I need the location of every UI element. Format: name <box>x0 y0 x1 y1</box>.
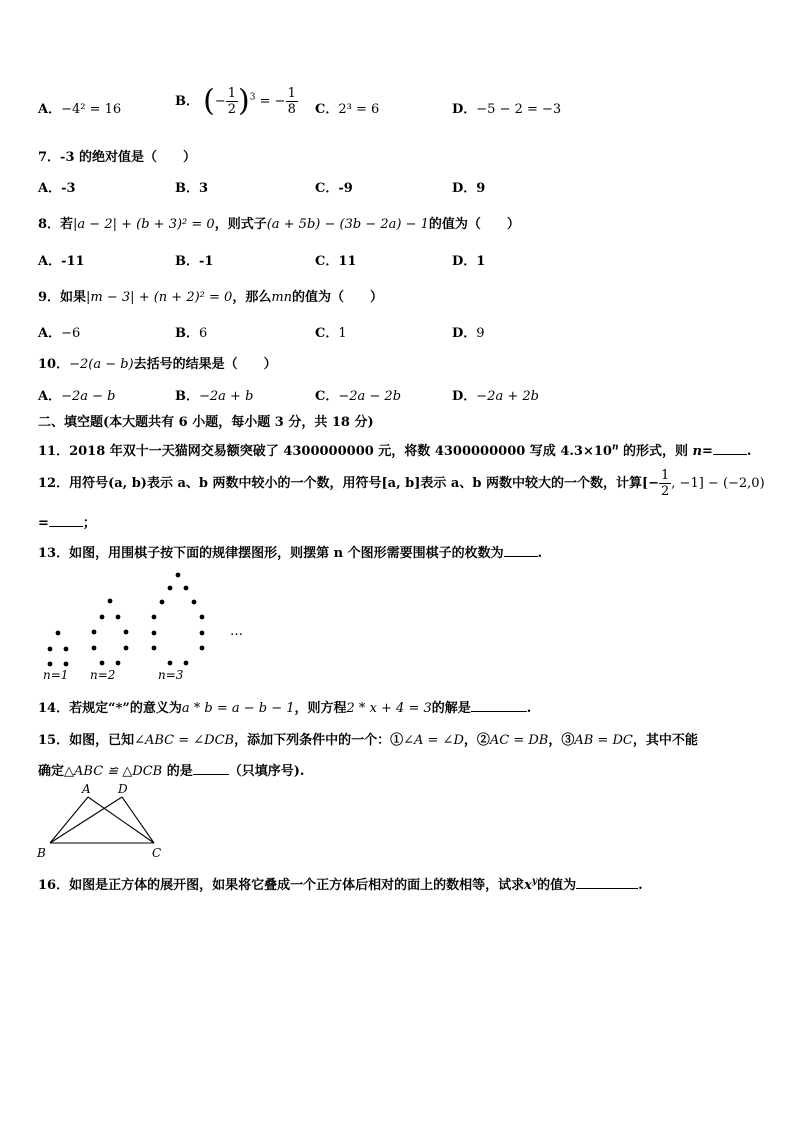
q10-option-a: A．−2a − b <box>38 389 116 404</box>
go-stones-figure <box>38 570 258 682</box>
point-b-label: B <box>37 846 46 860</box>
segment-dc <box>122 797 154 843</box>
point-a-label: A <box>82 783 91 796</box>
q10-option-d: D．−2a + 2b <box>452 389 539 404</box>
pattern-2 <box>92 599 129 666</box>
q15-answer-blank[interactable] <box>193 762 229 775</box>
q10-stem: 10．−2(a − b)去括号的结果是（ ） <box>38 357 277 372</box>
q12-answer-blank[interactable] <box>49 514 83 527</box>
q15-stem: 15．如图，已知∠ABC = ∠DCB，添加下列条件中的一个：①∠A = ∠D，②AC = DB，③AB = DC，其中不能 <box>38 733 698 748</box>
q8-option-b: B．-1 <box>175 254 214 269</box>
ellipsis: … <box>230 624 243 639</box>
q10-option-b: B．−2a + b <box>175 389 254 404</box>
q8-stem: 8．若|a − 2| + (b + 3)² = 0，则式子(a + 5b) − (3b − 2a) − 1的值为（ ） <box>38 217 520 232</box>
q7-option-a: A．-3 <box>38 181 76 196</box>
q6-option-b: B． (− $\frac{1}{2}$ )$^3$ = − $\frac{1}{8}$ <box>175 83 296 119</box>
q10-option-c: C．−2a − 2b <box>315 389 402 404</box>
q9-stem: 9．如果|m − 3| + (n + 2)² = 0，那么mn的值为（ ） <box>38 290 384 305</box>
label-n3: n=3 <box>158 668 184 682</box>
segment-ac <box>88 797 154 843</box>
q14-answer-blank[interactable] <box>471 699 527 712</box>
q16-stem: 16．如图是正方体的展开图，如果将它叠成一个正方体后相对的面上的数相等，试求$x^y$的值为 . <box>38 876 643 893</box>
q16-answer-blank[interactable] <box>576 876 638 889</box>
q8-option-d: D．1 <box>452 254 486 269</box>
q12-answer-line: = ； <box>38 516 96 531</box>
q9-option-c: C．1 <box>315 326 347 341</box>
q9-option-d: D．9 <box>452 326 485 341</box>
q6-option-a: A．−4² = 16 <box>38 102 122 117</box>
q15-line2: 确定△ABC ≌ △DCB 的是 （只填序号). <box>38 764 305 779</box>
pattern-1 <box>48 631 69 667</box>
q13-stem: 13．如图，用围棋子按下面的规律摆图形，则摆第 n 个图形需要围棋子的枚数为 . <box>38 546 543 561</box>
q13-answer-blank[interactable] <box>504 544 538 557</box>
q6-option-d: D．−5 − 2 = −3 <box>452 102 562 117</box>
section-heading: 二、填空题(本大题共有 6 小题，每小题 3 分，共 18 分) <box>38 415 374 430</box>
q7-stem: 7．-3 的绝对值是（ ） <box>38 150 197 165</box>
segment-ba <box>50 797 88 843</box>
label-n2: n=2 <box>90 668 116 682</box>
q8-option-c: C．11 <box>315 254 357 269</box>
q9-option-a: A．−6 <box>38 326 81 341</box>
q7-option-d: D．9 <box>452 181 486 196</box>
q8-option-a: A．-11 <box>38 254 85 269</box>
q11-stem: 11．2018 年双十一天猫网交易额突破了 4300000000 元，将数 4300000000 写成 $4.3\times 10^n$ 的形式，则 n= . <box>38 442 752 459</box>
q7-option-c: C．-9 <box>315 181 353 196</box>
q14-stem: 14．若规定“*”的意义为a * b = a − b − 1，则方程2 * x + 4 = 3的解是 . <box>38 701 532 716</box>
label-n1: n=1 <box>43 668 69 682</box>
q6-option-c: C．2³ = 6 <box>315 102 380 117</box>
q9-option-b: B．6 <box>175 326 208 341</box>
triangle-figure <box>34 783 174 863</box>
pattern-3 <box>152 573 205 666</box>
point-c-label: C <box>152 846 162 860</box>
q11-answer-blank[interactable] <box>713 442 747 455</box>
q12-stem: 12．用符号(a, b)表示 a、b 两数中较小的一个数，用符号[a, b]表示 a、b 两数中较大的一个数，计算[− $\frac{1}{2}$ , −1] − (−2,0) <box>38 468 765 499</box>
point-d-label: D <box>118 783 128 796</box>
segment-bd <box>50 797 122 843</box>
q7-option-b: B．3 <box>175 181 209 196</box>
